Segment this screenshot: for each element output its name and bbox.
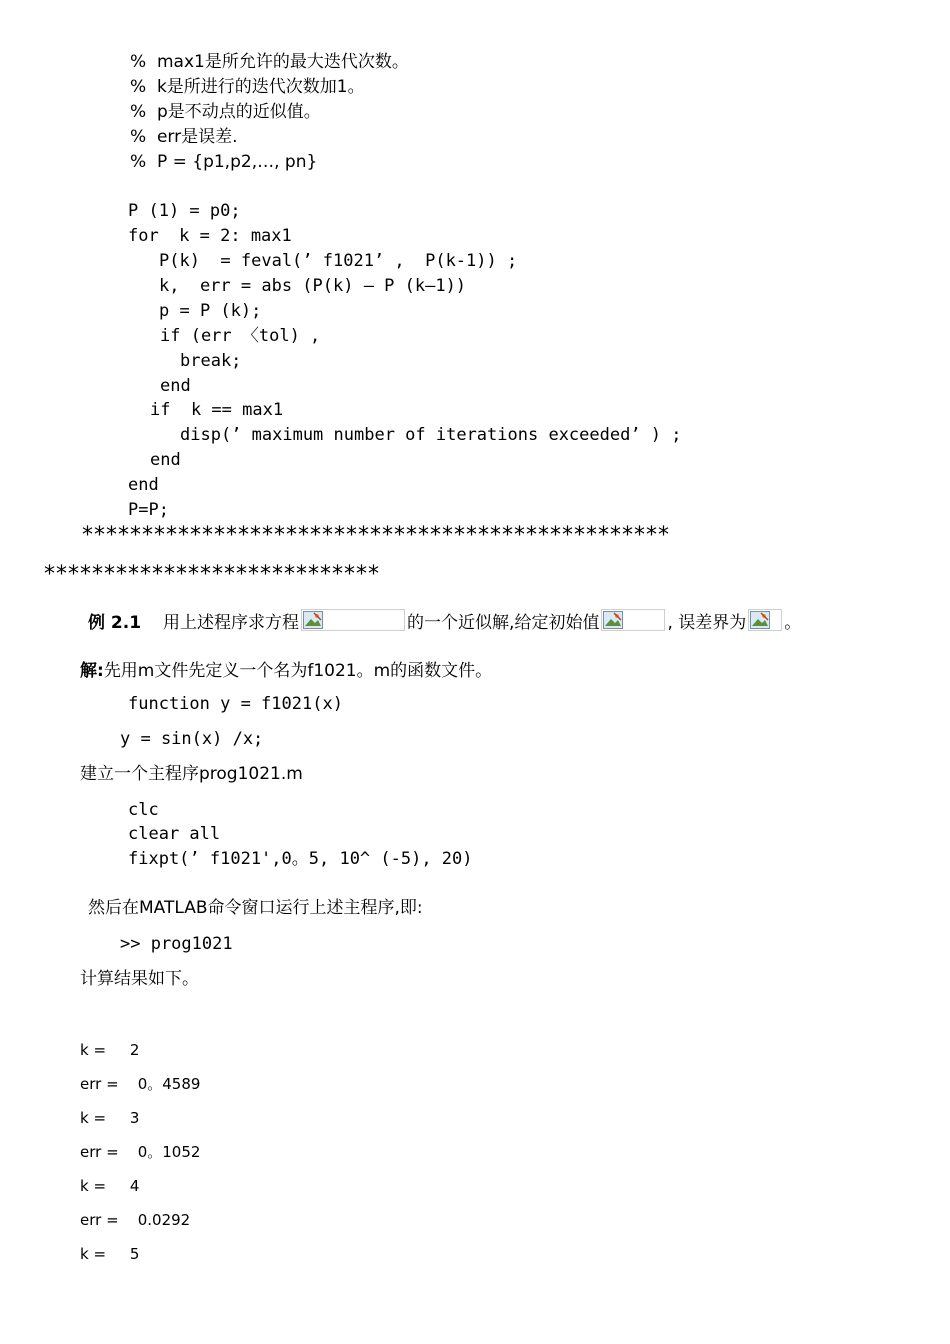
solution-label: 解: xyxy=(80,660,104,681)
result-line: k = 5 xyxy=(80,1245,140,1263)
paragraph: 然后在MATLAB命令窗口运行上述主程序,即: xyxy=(88,898,423,918)
comment-line: % max1是所允许的最大迭代次数。 xyxy=(130,52,409,72)
code-line: P=P; xyxy=(128,500,169,520)
code-line: end xyxy=(128,475,159,495)
comment-line: % err是误差. xyxy=(130,127,238,147)
code-line: k, err = abs (P(k) — P (k—1)) xyxy=(159,276,467,296)
solution-text: 先用m文件先定义一个名为f1021。m的函数文件。 xyxy=(103,660,493,681)
result-line: k = 4 xyxy=(80,1177,140,1195)
result-line: err = 0。4589 xyxy=(80,1075,201,1093)
code-line: function y = f1021(x) xyxy=(128,694,343,714)
code-line: if (err 〈tol) , xyxy=(160,326,321,346)
code-line: clc xyxy=(128,800,159,820)
example-text: , 误差界为 xyxy=(667,612,747,633)
code-line: disp(’ maximum number of iterations exceeded’ ) ; xyxy=(180,425,682,445)
code-line: P(k) = feval(’ f1021’ , P(k-1)) ; xyxy=(159,251,518,271)
example-label: 例 2.1 xyxy=(88,612,142,633)
initial-value-image-icon xyxy=(601,609,665,631)
result-line: k = 3 xyxy=(80,1109,140,1127)
comment-line: % k是所进行的迭代次数加1。 xyxy=(130,77,365,97)
code-line: P (1) = p0; xyxy=(128,201,241,221)
comment-line: % p是不动点的近似值。 xyxy=(130,102,321,122)
code-line: if k == max1 xyxy=(150,400,284,420)
result-line: err = 0。1052 xyxy=(80,1143,201,1161)
example-text: 的一个近似解,给定初始值 xyxy=(407,612,600,633)
example-text: 用上述程序求方程 xyxy=(163,612,300,633)
result-line: err = 0.0292 xyxy=(80,1211,191,1229)
solution-line xyxy=(80,655,492,681)
paragraph: 建立一个主程序prog1021.m xyxy=(80,764,303,784)
equation-image-icon xyxy=(301,609,405,631)
code-line: clear all xyxy=(128,824,221,844)
separator-line: **************************** xyxy=(44,562,380,587)
command-prompt: >> prog1021 xyxy=(120,934,233,954)
paragraph: 计算结果如下。 xyxy=(80,969,199,989)
error-bound-image-icon xyxy=(748,609,782,631)
example-line xyxy=(88,607,801,633)
code-line: end xyxy=(160,376,191,396)
code-line: y = sin(x) /x; xyxy=(120,729,264,749)
comment-line: % P = {p1,p2,…, pn} xyxy=(130,152,318,172)
result-line: k = 2 xyxy=(80,1041,140,1059)
code-line: end xyxy=(150,450,181,470)
code-line: fixpt(’ f1021',0。5, 10^ (-5), 20) xyxy=(128,849,473,869)
code-line: for k = 2: max1 xyxy=(128,226,292,246)
example-text: 。 xyxy=(784,612,802,633)
separator-line: ************************************************* xyxy=(82,523,670,548)
code-line: p = P (k); xyxy=(159,301,262,321)
code-line: break; xyxy=(180,351,242,371)
